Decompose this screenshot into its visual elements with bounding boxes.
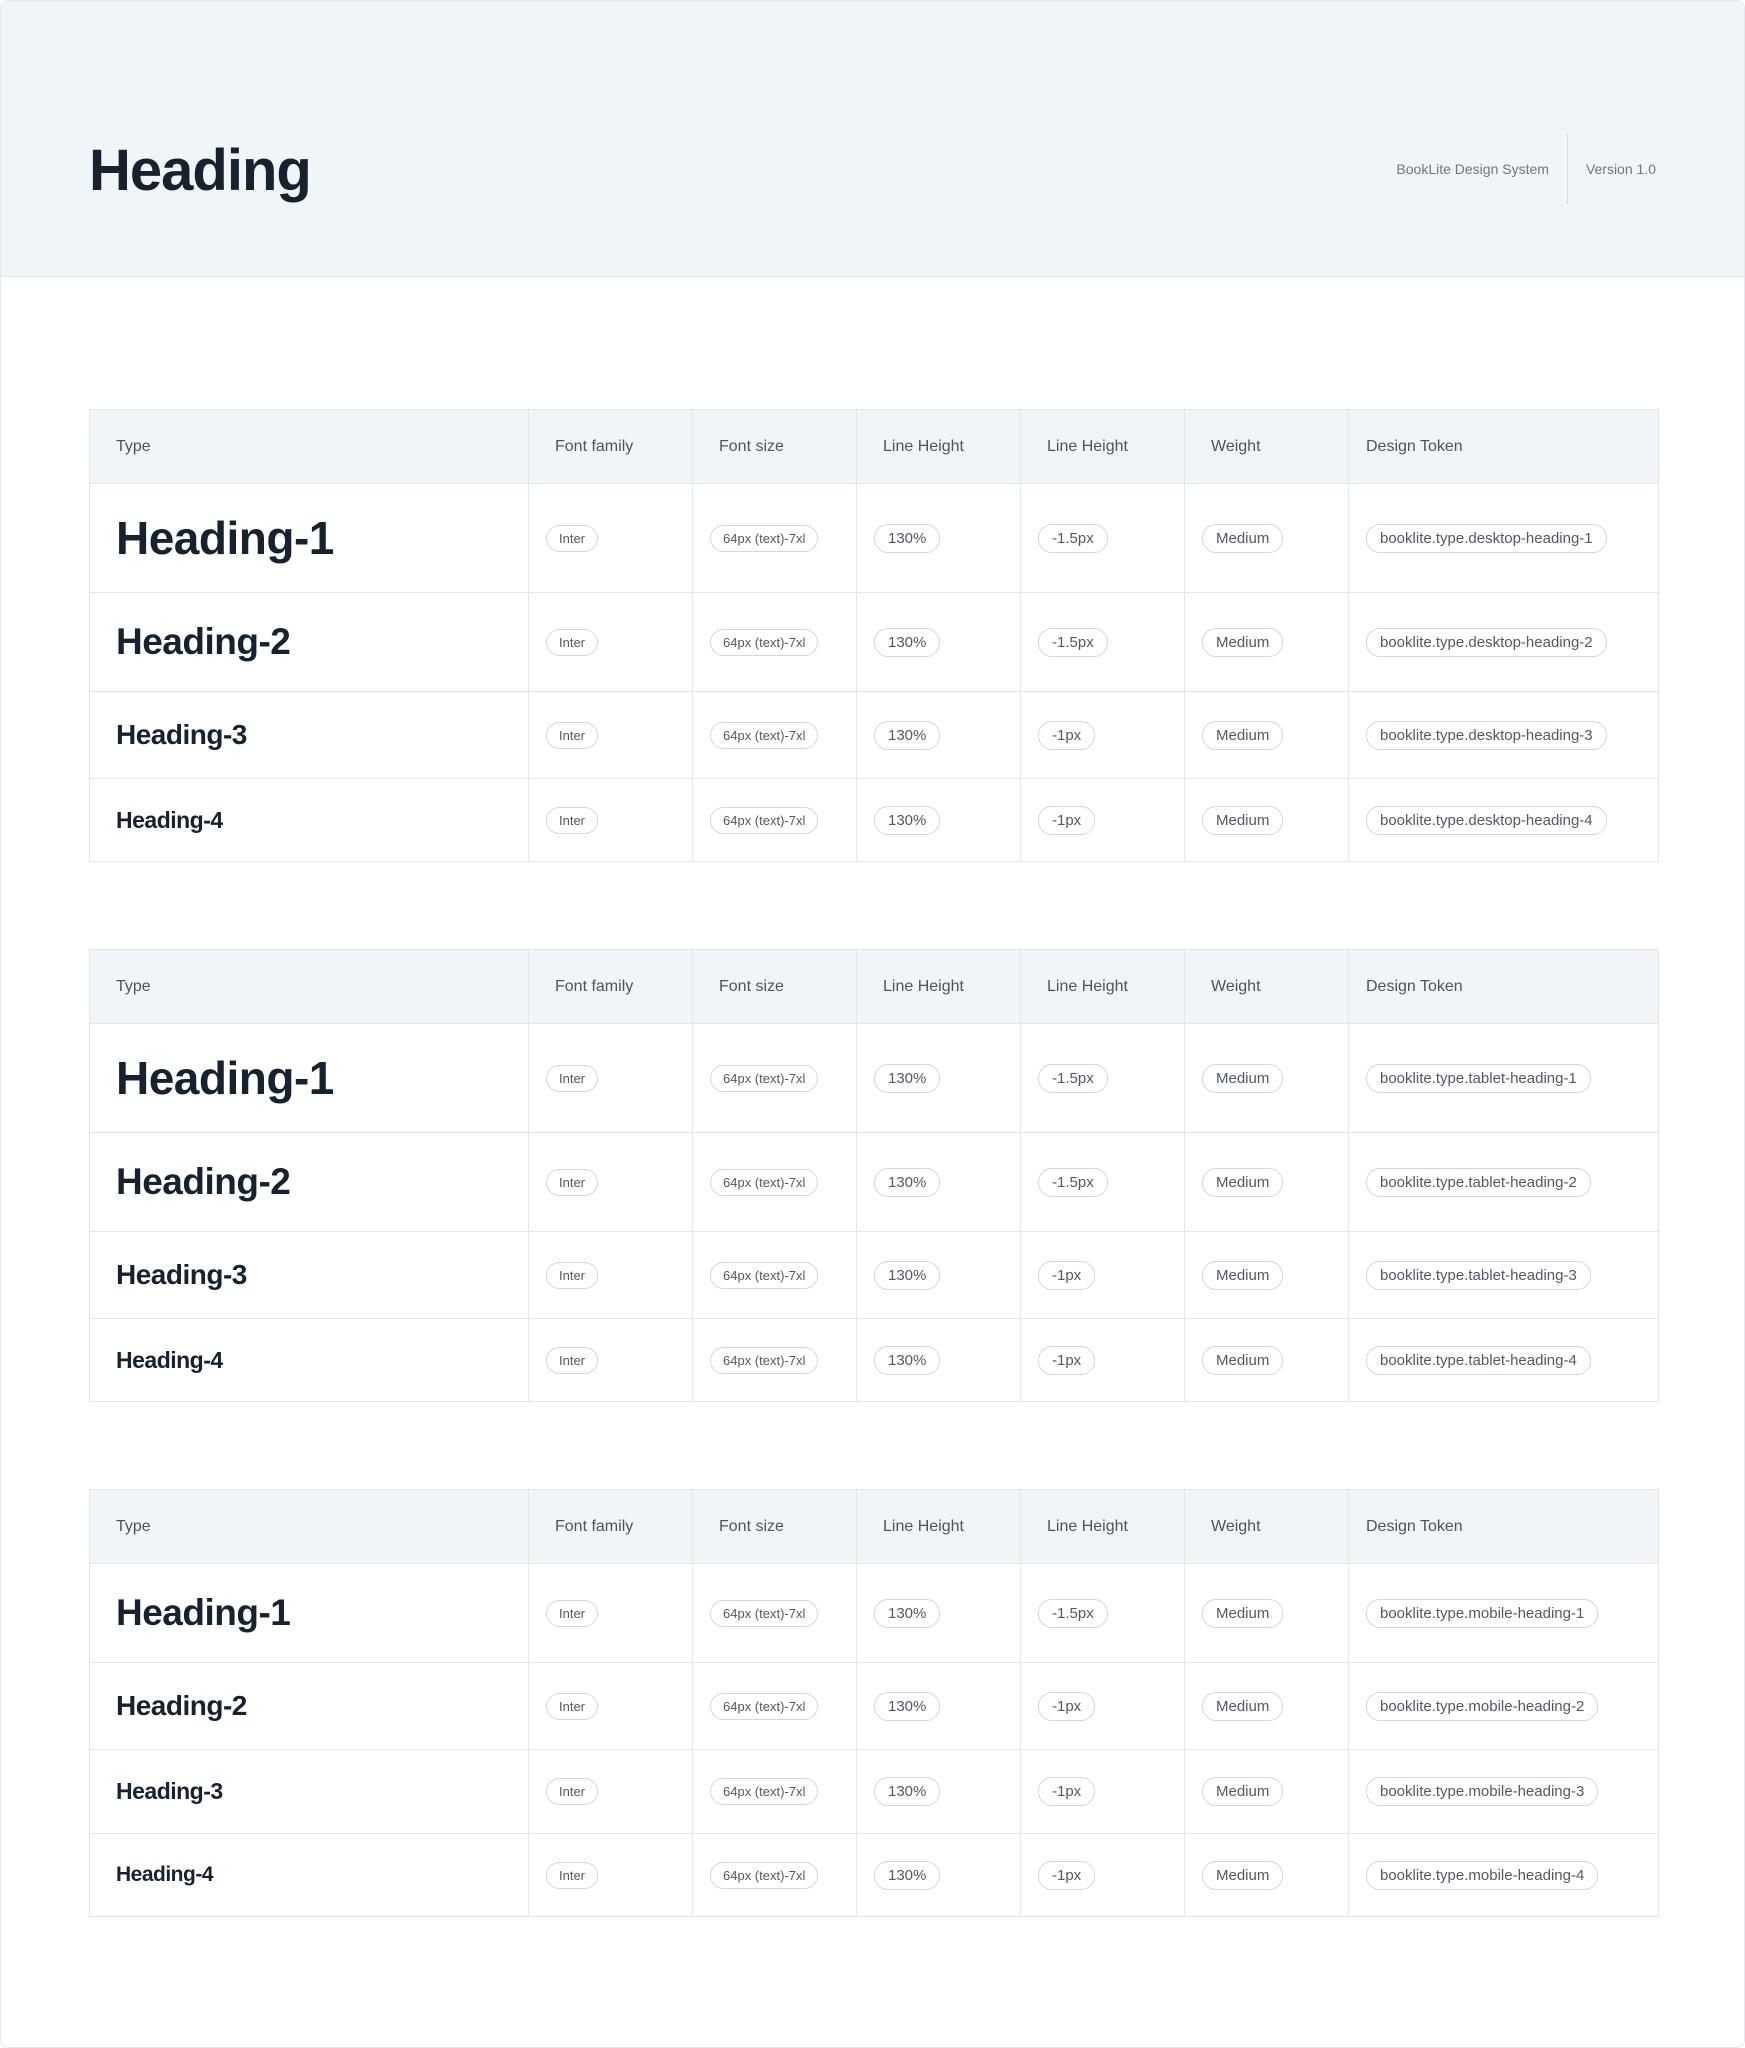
line-height-cell [857, 1750, 1021, 1834]
design-token-cell [1349, 692, 1659, 779]
type-spec-table [89, 949, 1659, 1402]
line-height-pill: 130% [874, 628, 940, 657]
font-family-cell [529, 1232, 693, 1319]
column-header-type: Type [90, 410, 529, 484]
design-token-pill: booklite.type.mobile-heading-1 [1366, 1599, 1598, 1628]
line-height-pill: 130% [874, 1346, 940, 1375]
type-spec-table [89, 1489, 1659, 1917]
line-height-cell [857, 1133, 1021, 1232]
letter-spacing-cell [1021, 692, 1185, 779]
design-token-pill: booklite.type.mobile-heading-3 [1366, 1777, 1598, 1806]
design-token-cell [1349, 484, 1659, 593]
column-header-font-size: Font size [693, 410, 857, 484]
line-height-cell [857, 1232, 1021, 1319]
header-meta [1396, 134, 1656, 204]
letter-spacing-cell [1021, 1750, 1185, 1834]
weight-pill: Medium [1202, 524, 1283, 553]
table-row [90, 1024, 1659, 1133]
font-family-pill: Inter [546, 807, 598, 834]
font-family-pill: Inter [546, 1065, 598, 1092]
letter-spacing-cell [1021, 1319, 1185, 1402]
font-size-pill: 64px (text)-7xl [710, 1778, 818, 1805]
letter-spacing-pill: -1px [1038, 806, 1095, 835]
font-family-cell [529, 692, 693, 779]
font-size-cell [693, 1663, 857, 1750]
column-header-line-height: Line Height [857, 950, 1021, 1024]
column-header-line-height: Line Height [857, 410, 1021, 484]
letter-spacing-pill: -1.5px [1038, 524, 1108, 553]
design-token-cell [1349, 1232, 1659, 1319]
font-family-cell [529, 1834, 693, 1917]
design-token-cell [1349, 593, 1659, 692]
font-size-pill: 64px (text)-7xl [710, 1347, 818, 1374]
font-family-cell [529, 1663, 693, 1750]
line-height-pill: 130% [874, 1777, 940, 1806]
letter-spacing-pill: -1px [1038, 1261, 1095, 1290]
type-cell [90, 1750, 529, 1834]
font-size-pill: 64px (text)-7xl [710, 1862, 818, 1889]
font-size-pill: 64px (text)-7xl [710, 629, 818, 656]
weight-pill: Medium [1202, 1064, 1283, 1093]
line-height-pill: 130% [874, 1064, 940, 1093]
version-label: Version 1.0 [1585, 161, 1656, 177]
type-cell [90, 1319, 529, 1402]
page-header [1, 1, 1744, 277]
font-family-cell [529, 593, 693, 692]
line-height-pill: 130% [874, 721, 940, 750]
design-token-cell [1349, 1663, 1659, 1750]
design-token-cell [1349, 1024, 1659, 1133]
page-title: Heading [89, 138, 311, 203]
table-header-row [90, 1490, 1659, 1564]
letter-spacing-cell [1021, 484, 1185, 593]
font-size-cell [693, 779, 857, 862]
weight-cell [1185, 1133, 1349, 1232]
letter-spacing-pill: -1.5px [1038, 628, 1108, 657]
column-header-type: Type [90, 950, 529, 1024]
table-row [90, 1834, 1659, 1917]
font-size-cell [693, 1133, 857, 1232]
line-height-cell [857, 1834, 1021, 1917]
weight-cell [1185, 484, 1349, 593]
font-family-pill: Inter [546, 629, 598, 656]
column-header-design-token: Design Token [1349, 410, 1659, 484]
type-cell [90, 1024, 529, 1133]
letter-spacing-pill: -1.5px [1038, 1168, 1108, 1197]
weight-cell [1185, 1750, 1349, 1834]
line-height-cell [857, 593, 1021, 692]
letter-spacing-pill: -1px [1038, 1346, 1095, 1375]
type-spec-table [89, 409, 1659, 862]
design-token-cell [1349, 1750, 1659, 1834]
font-size-cell [693, 1834, 857, 1917]
font-size-pill: 64px (text)-7xl [710, 807, 818, 834]
font-size-pill: 64px (text)-7xl [710, 1169, 818, 1196]
weight-cell [1185, 1024, 1349, 1133]
line-height-cell [857, 1564, 1021, 1663]
font-size-cell [693, 1232, 857, 1319]
letter-spacing-pill: -1.5px [1038, 1599, 1108, 1628]
column-header-font-size: Font size [693, 950, 857, 1024]
weight-pill: Medium [1202, 1599, 1283, 1628]
type-sample: Heading-4 [116, 1346, 223, 1373]
type-sample: Heading-4 [116, 1863, 214, 1886]
type-cell [90, 692, 529, 779]
design-token-pill: booklite.type.tablet-heading-3 [1366, 1261, 1591, 1290]
design-token-cell [1349, 1834, 1659, 1917]
font-family-cell [529, 484, 693, 593]
type-cell [90, 593, 529, 692]
column-header-line-height: Line Height [857, 1490, 1021, 1564]
weight-pill: Medium [1202, 1346, 1283, 1375]
line-height-pill: 130% [874, 1261, 940, 1290]
table-row [90, 1750, 1659, 1834]
font-size-cell [693, 1319, 857, 1402]
table-row [90, 1319, 1659, 1402]
type-cell [90, 1232, 529, 1319]
type-cell [90, 1834, 529, 1917]
font-size-cell [693, 1564, 857, 1663]
type-cell [90, 484, 529, 593]
line-height-pill: 130% [874, 1168, 940, 1197]
weight-cell [1185, 1564, 1349, 1663]
font-family-pill: Inter [546, 1262, 598, 1289]
letter-spacing-cell [1021, 1232, 1185, 1319]
weight-cell [1185, 593, 1349, 692]
font-family-pill: Inter [546, 1862, 598, 1889]
type-sample: Heading-2 [116, 1690, 247, 1721]
letter-spacing-pill: -1px [1038, 1861, 1095, 1890]
weight-pill: Medium [1202, 1692, 1283, 1721]
table-header-row [90, 410, 1659, 484]
type-sample: Heading-1 [116, 1592, 291, 1633]
font-family-cell [529, 1024, 693, 1133]
column-header-letter-spacing: Line Height [1021, 950, 1185, 1024]
letter-spacing-cell [1021, 1564, 1185, 1663]
line-height-pill: 130% [874, 806, 940, 835]
design-token-cell [1349, 779, 1659, 862]
line-height-cell [857, 1024, 1021, 1133]
column-header-weight: Weight [1185, 410, 1349, 484]
weight-pill: Medium [1202, 721, 1283, 750]
font-family-cell [529, 1750, 693, 1834]
weight-pill: Medium [1202, 628, 1283, 657]
font-family-cell [529, 779, 693, 862]
font-size-cell [693, 1024, 857, 1133]
design-token-cell [1349, 1133, 1659, 1232]
font-family-pill: Inter [546, 1778, 598, 1805]
design-token-cell [1349, 1319, 1659, 1402]
column-header-weight: Weight [1185, 1490, 1349, 1564]
table-row [90, 692, 1659, 779]
line-height-pill: 130% [874, 1692, 940, 1721]
line-height-cell [857, 779, 1021, 862]
column-header-font-family: Font family [529, 950, 693, 1024]
design-token-pill: booklite.type.desktop-heading-2 [1366, 628, 1607, 657]
table-row [90, 593, 1659, 692]
weight-cell [1185, 1834, 1349, 1917]
line-height-pill: 130% [874, 1599, 940, 1628]
letter-spacing-pill: -1.5px [1038, 1064, 1108, 1093]
letter-spacing-pill: -1px [1038, 1692, 1095, 1721]
font-size-pill: 64px (text)-7xl [710, 1600, 818, 1627]
table-row [90, 1663, 1659, 1750]
font-family-cell [529, 1319, 693, 1402]
column-header-letter-spacing: Line Height [1021, 1490, 1185, 1564]
font-size-pill: 64px (text)-7xl [710, 722, 818, 749]
line-height-pill: 130% [874, 1861, 940, 1890]
column-header-design-token: Design Token [1349, 950, 1659, 1024]
column-header-weight: Weight [1185, 950, 1349, 1024]
letter-spacing-cell [1021, 1834, 1185, 1917]
font-family-pill: Inter [546, 1600, 598, 1627]
font-family-cell [529, 1564, 693, 1663]
line-height-cell [857, 484, 1021, 593]
type-cell [90, 1133, 529, 1232]
weight-pill: Medium [1202, 1777, 1283, 1806]
font-size-cell [693, 692, 857, 779]
type-sample: Heading-2 [116, 621, 291, 662]
column-header-type: Type [90, 1490, 529, 1564]
type-sample: Heading-2 [116, 1161, 291, 1202]
design-token-pill: booklite.type.mobile-heading-4 [1366, 1861, 1598, 1890]
table-row [90, 1564, 1659, 1663]
weight-cell [1185, 1663, 1349, 1750]
table-row [90, 1232, 1659, 1319]
type-sample: Heading-3 [116, 719, 247, 750]
letter-spacing-cell [1021, 779, 1185, 862]
weight-pill: Medium [1202, 1261, 1283, 1290]
type-sample: Heading-3 [116, 1259, 247, 1290]
design-token-pill: booklite.type.desktop-heading-3 [1366, 721, 1607, 750]
column-header-letter-spacing: Line Height [1021, 410, 1185, 484]
type-cell [90, 1564, 529, 1663]
font-size-pill: 64px (text)-7xl [710, 1693, 818, 1720]
design-token-pill: booklite.type.desktop-heading-1 [1366, 524, 1607, 553]
font-family-pill: Inter [546, 722, 598, 749]
table-header-row [90, 950, 1659, 1024]
type-cell [90, 1663, 529, 1750]
design-token-pill: booklite.type.tablet-heading-4 [1366, 1346, 1591, 1375]
font-size-pill: 64px (text)-7xl [710, 525, 818, 552]
weight-cell [1185, 1232, 1349, 1319]
letter-spacing-cell [1021, 593, 1185, 692]
letter-spacing-cell [1021, 1663, 1185, 1750]
design-token-pill: booklite.type.tablet-heading-2 [1366, 1168, 1591, 1197]
line-height-cell [857, 1319, 1021, 1402]
letter-spacing-pill: -1px [1038, 721, 1095, 750]
letter-spacing-pill: -1px [1038, 1777, 1095, 1806]
type-sample: Heading-1 [116, 512, 334, 564]
column-header-design-token: Design Token [1349, 1490, 1659, 1564]
design-token-pill: booklite.type.tablet-heading-1 [1366, 1064, 1591, 1093]
table-row [90, 779, 1659, 862]
design-system-name: BookLite Design System [1396, 161, 1549, 177]
font-size-pill: 64px (text)-7xl [710, 1065, 818, 1092]
design-token-pill: booklite.type.mobile-heading-2 [1366, 1692, 1598, 1721]
font-size-cell [693, 1750, 857, 1834]
font-family-pill: Inter [546, 1169, 598, 1196]
line-height-cell [857, 692, 1021, 779]
column-header-font-family: Font family [529, 410, 693, 484]
font-family-pill: Inter [546, 1693, 598, 1720]
letter-spacing-cell [1021, 1133, 1185, 1232]
font-family-pill: Inter [546, 1347, 598, 1374]
table-row [90, 1133, 1659, 1232]
column-header-font-family: Font family [529, 1490, 693, 1564]
font-size-cell [693, 484, 857, 593]
font-family-cell [529, 1133, 693, 1232]
type-sample: Heading-1 [116, 1052, 334, 1104]
font-size-cell [693, 593, 857, 692]
table-row [90, 484, 1659, 593]
weight-cell [1185, 692, 1349, 779]
design-token-pill: booklite.type.desktop-heading-4 [1366, 806, 1607, 835]
type-sample: Heading-4 [116, 806, 223, 833]
letter-spacing-cell [1021, 1024, 1185, 1133]
font-size-pill: 64px (text)-7xl [710, 1262, 818, 1289]
type-cell [90, 779, 529, 862]
design-token-cell [1349, 1564, 1659, 1663]
column-header-font-size: Font size [693, 1490, 857, 1564]
type-sample: Heading-3 [116, 1778, 223, 1804]
line-height-cell [857, 1663, 1021, 1750]
weight-cell [1185, 779, 1349, 862]
weight-cell [1185, 1319, 1349, 1402]
line-height-pill: 130% [874, 524, 940, 553]
font-family-pill: Inter [546, 525, 598, 552]
weight-pill: Medium [1202, 806, 1283, 835]
weight-pill: Medium [1202, 1168, 1283, 1197]
weight-pill: Medium [1202, 1861, 1283, 1890]
